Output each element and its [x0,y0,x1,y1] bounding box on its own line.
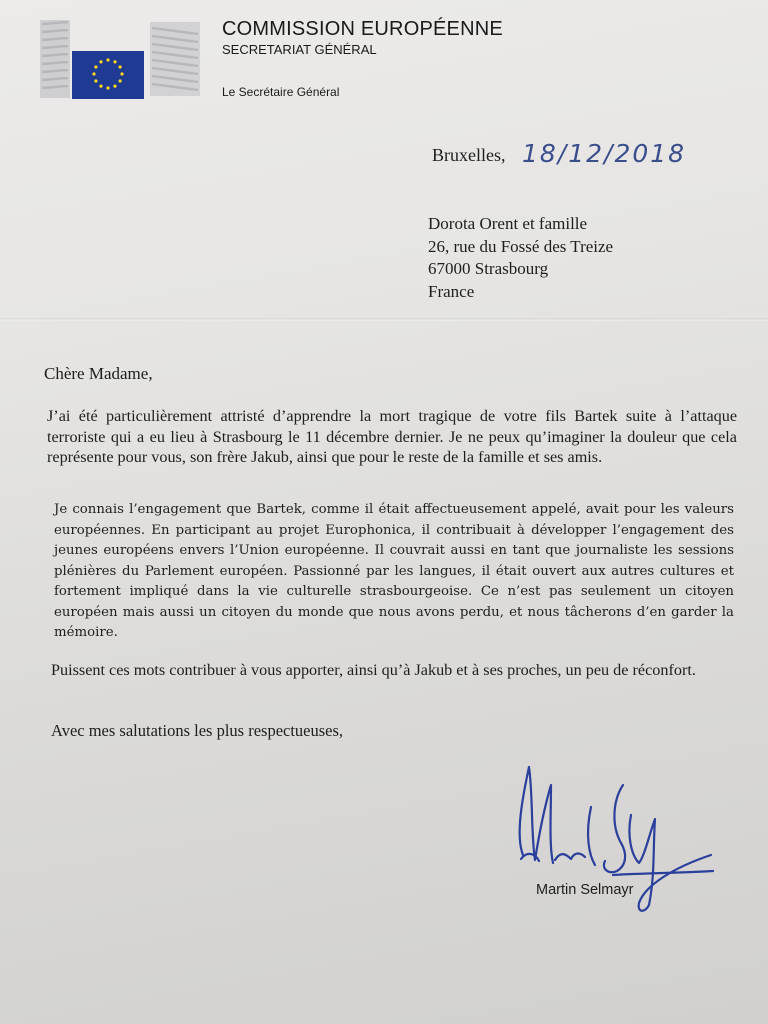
closing-line: Avec mes salutations les plus respectueuses, [51,721,344,740]
address-line: 67000 Strasbourg [428,259,549,278]
handwritten-date: 18/12/2018 [522,139,687,168]
department-name: SECRETARIAT GÉNÉRAL [222,42,377,57]
office-title: Le Secrétaire Général [222,85,340,99]
salutation: Chère Madame, [44,364,153,383]
recipient-address [428,213,613,303]
paragraph-comfort: Puissent ces mots contribuer à vous apporter, ainsi qu’à Jakub et à ses proches, un peu de réconfort. [51,661,696,679]
place-label: Bruxelles, [432,145,506,165]
address-line: Dorota Orent et famille [428,214,588,233]
eu-flag [72,51,144,99]
address-line: 26, rue du Fossé des Treize [428,236,614,256]
signer-name: Martin Selmayr [536,882,634,898]
address-line: France [428,281,475,301]
paragraph-condolence: J’ai été particulièrement attristé d’apprendre la mort tragique de votre fils Bartek suite à l’attaque terroriste qui a eu lieu à Strasbourg le 11 décembre dernier. Je ne peux qu’imaginer la douleur que cela représente pour vous, son frère Jakub, ainsi que pour le reste de la famille et ses amis. [47,407,737,467]
organization-name: COMMISSION EUROPÉENNE [222,18,503,40]
paper-fold-line [0,318,768,321]
european-commission-logo [40,18,205,100]
paragraph-tribute: Je connais l’engagement que Bartek, comme il était affectueusement appelé, avait pour les valeurs européennes. En participant au projet Europhonica, il contribuait à développer l’engagement des jeunes européens envers l’Union européenne. Il couvrait aussi en tant que journaliste les sessions plénières du Parlement européen. Passionné par les langues, il était ouvert aux autres cultures et fortement impliqué dans la vie culturelle strasbourgeoise. Ce n’est pas seulement un citoyen européen mais aussi un citoyen du monde que nous avons perdu, et nous tâcherons d’en garder la mémoire. [54,502,734,640]
